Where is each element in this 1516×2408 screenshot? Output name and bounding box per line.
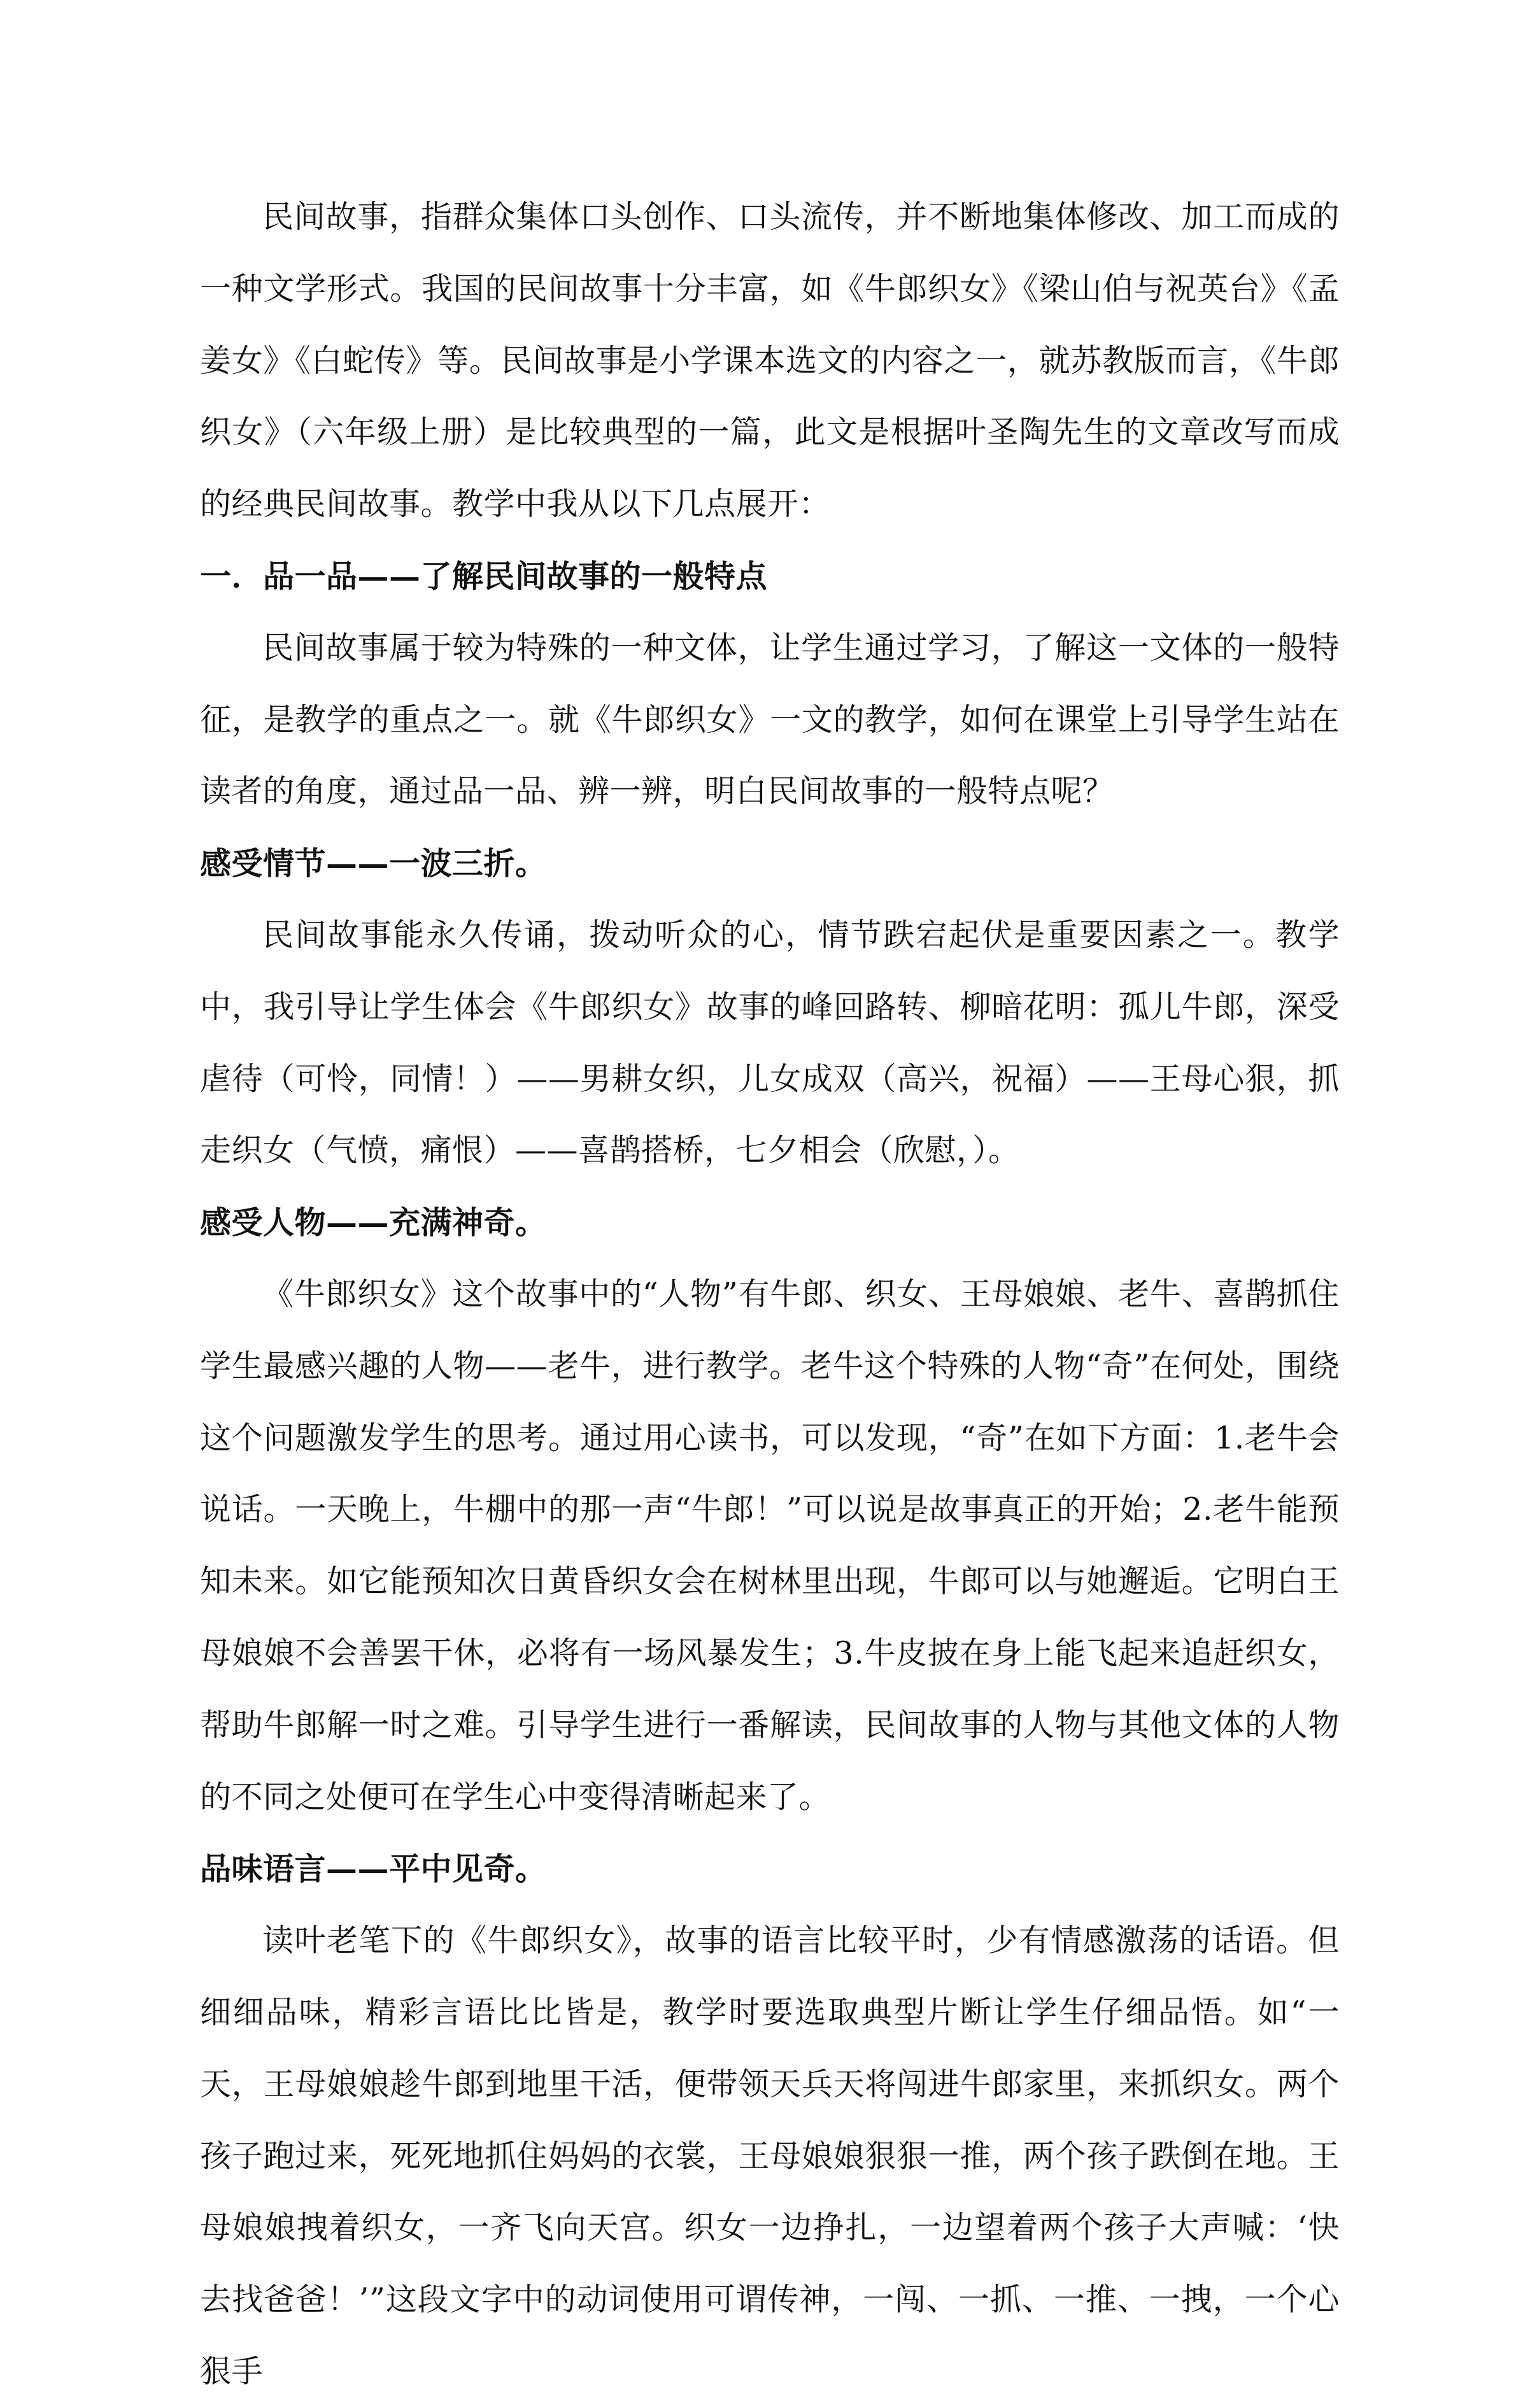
subheading-plot: 感受情节——一波三折。 xyxy=(200,845,547,882)
characters-paragraph: 《牛郎织女》这个故事中的“人物”有牛郎、织女、王母娘娘、老牛、喜鹊抓住学生最感兴趣的人物——老牛，进行教学。老牛这个特殊的人物“奇”在何处，围绕这个问题激发学生的思考。通过用心读书，可以发现，“奇”在如下方面：1.老牛会说话。一天晚上，牛棚中的那一声“牛郎！”可以说是故事真正的开始；2.老牛能预知未来。如它能预知次日黄昏织女会在树林里出现，牛郎可以与她邂逅。它明白王母娘娘不会善罢干休，必将有一场风暴发生；3.牛皮披在身上能飞起来追赶织女，帮助牛郎解一时之难。引导学生进行一番解读，民间故事的人物与其他文体的人物的不同之处便可在学生心中变得清晰起来了。 xyxy=(200,1275,1340,1815)
language-paragraph: 读叶老笔下的《牛郎织女》，故事的语言比较平时，少有情感激荡的话语。但细细品味，精彩言语比比皆是，教学时要选取典型片断让学生仔细品悟。如“一天，王母娘娘趁牛郎到地里干活，便带领天兵天将闯进牛郎家里，来抓织女。两个孩子跑过来，死死地抓住妈妈的衣裳，王母娘娘狠狠一推，两个孩子跌倒在地。王母娘娘拽着织女，一齐飞向天宫。织女一边挣扎，一边望着两个孩子大声喊：‘快去找爸爸！’”这段文字中的动词使用可谓传神，一闯、一抓、一推、一拽，一个心狠手 xyxy=(200,1922,1340,2390)
plot-paragraph: 民间故事能永久传诵，拨动听众的心，情节跌宕起伏是重要因素之一。教学中，我引导让学生体会《牛郎织女》故事的峰回路转、柳暗花明：孤儿牛郎，深受虐待（可怜，同情！）——男耕女织，儿女成双（高兴，祝福）——王母心狠，抓走织女（气愤，痛恨）——喜鹊搭桥，七夕相会（欣慰，）。 xyxy=(200,916,1340,1169)
subheading-language: 品味语言——平中见奇。 xyxy=(200,1850,547,1888)
section-heading-1: 一．品一品——了解民间故事的一般特点 xyxy=(200,557,768,595)
document-page xyxy=(200,181,1340,2408)
intro-paragraph: 民间故事，指群众集体口头创作、口头流传，并不断地集体修改、加工而成的一种文学形式。我国的民间故事十分丰富，如《牛郎织女》《梁山伯与祝英台》《孟姜女》《白蛇传》等。民间故事是小学课本选文的内容之一，就苏教版而言，《牛郎织女》（六年级上册）是比较典型的一篇，此文是根据叶圣陶先生的文章改写而成的经典民间故事。教学中我从以下几点展开： xyxy=(200,199,1340,523)
section-1-paragraph: 民间故事属于较为特殊的一种文体，让学生通过学习，了解这一文体的一般特征，是教学的重点之一。就《牛郎织女》一文的教学，如何在课堂上引导学生站在读者的角度，通过品一品、辨一辨，明白民间故事的一般特点呢？ xyxy=(200,629,1340,810)
subheading-characters: 感受人物——充满神奇。 xyxy=(200,1204,547,1242)
